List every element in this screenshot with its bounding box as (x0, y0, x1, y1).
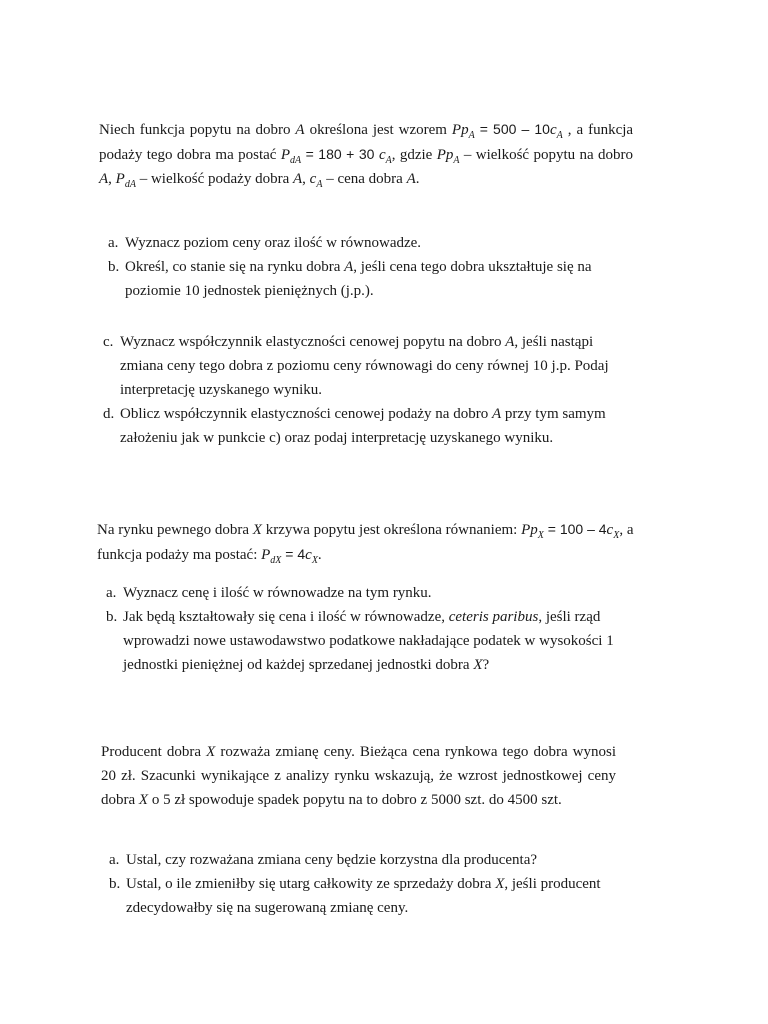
problem1-list-cd (95, 330, 615, 450)
problem3-list (101, 848, 621, 920)
problem3-intro: Producent dobra X rozważa zmianę ceny. Bieżąca cena rynkowa tego dobra wynosi 20 zł. Szacunki wynikające z analizy rynku wskazują, że wzrost jednostkowej ceny dobra X o 5 zł spowoduje spadek popytu na to dobro z 5000 szt. do 4500 szt. (101, 744, 617, 808)
problem1-list-ab (100, 231, 634, 303)
list-item: a. Wyznacz cenę i ilość w równowadze na tym rynku. (106, 585, 432, 601)
list-item: a. Wyznacz poziom ceny oraz ilość w równowadze. (108, 235, 422, 251)
problem2 (97, 517, 635, 567)
list-item: d. Oblicz współczynnik elastyczności cenowej podaży na dobro A przy tym samym założeniu jak w punkcie c) oraz podaj interpretację uzyskanego wyniku. (103, 406, 606, 446)
list-item: a. Ustal, czy rozważana zmiana ceny będzie korzystna dla producenta? (109, 852, 538, 868)
problem2-intro: Na rynku pewnego dobra X krzywa popytu jest określona równaniem: $Pp_X = 100 - 4c_X$, a funkcja podaży ma postać: $P_{dX} = 4c_X$. (97, 521, 634, 566)
problem2-list (98, 581, 628, 677)
list-item: b. Jak będą kształtowały się cena i ilość w równowadze, ceteris paribus, jeśli rząd wprowadzi nowe ustawodawstwo podatkowe nakładające podatek w wysokości 1 jednostki pieniężnej od każdej sprzedanej jednostki dobra X? (106, 609, 614, 673)
list-item: b. Określ, co stanie się na rynku dobra A, jeśli cena tego dobra ukształtuje się na poziomie 10 jednostek pieniężnych (j.p.). (108, 259, 592, 299)
list-item: b. Ustal, o ile zmieniłby się utarg całkowity ze sprzedaży dobra X, jeśli producent zdecydowałby się na sugerowaną zmianę ceny. (109, 876, 601, 916)
problem1 (99, 117, 633, 191)
problem3 (101, 740, 616, 812)
list-item: c. Wyznacz współczynnik elastyczności cenowej popytu na dobro A, jeśli nastąpi zmiana ceny tego dobra z poziomu ceny równowagi do ceny równej 10 j.p. Podaj interpretację uzyskanego wyniku. (103, 334, 609, 398)
problem1-intro: Niech funkcja popytu na dobro A określona jest wzorem $Pp_A = 500 - 10c_A$ , a funkcja podaży tego dobra ma postać $P_{dA} = 180 + 30$ $c_A$, gdzie $Pp_A$ – wielkość popytu na dobro A, $P_{dA}$ – wielkość podaży dobra A, $c_A$ – cena dobra A. (99, 121, 634, 190)
